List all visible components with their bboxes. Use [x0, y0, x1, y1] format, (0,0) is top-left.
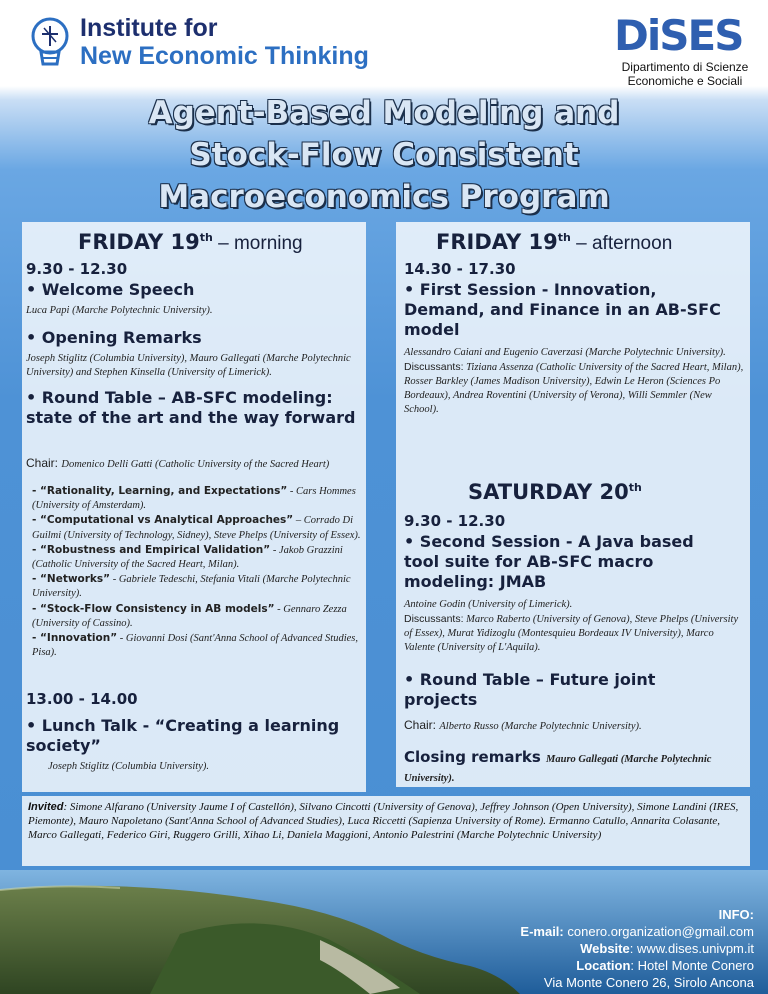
- location-label: Location: [576, 958, 631, 973]
- time-slot: 13.00 - 14.00: [26, 690, 138, 708]
- inet-name-line2: New Economic Thinking: [80, 42, 369, 70]
- presenters: Antoine Godin (University of Limerick).: [404, 599, 573, 610]
- topic-item: - “Networks” - Gabriele Tedeschi, Stefania Vitali (Marche Polytechnic University).: [32, 573, 351, 600]
- friday-afternoon-panel: [396, 222, 750, 787]
- topic-item: - “Robustness and Empirical Validation” - Jakob Grazzini (Catholic University of the Sacred Heart, Milan).: [32, 543, 343, 571]
- invited-text: [28, 800, 744, 842]
- discussants: Tiziana Assenza (Catholic University of the Sacred Heart, Milan), Rosser Barkley (James Madison University), Edwin Le Heron (Sciences Po Bordeaux), Andrea Roventini (University of Verona), Willi Semmler (New School).: [404, 362, 744, 415]
- closing-note: Mauro Gallegati (Marche Polytechnic University).: [404, 754, 712, 784]
- dises-logo: [612, 10, 752, 56]
- day-sup: th: [628, 481, 642, 494]
- day-label: FRIDAY 19: [78, 230, 200, 254]
- topic-list: [32, 484, 362, 660]
- time-slot: 9.30 - 12.30: [404, 512, 506, 530]
- day-label: SATURDAY 20: [468, 480, 629, 504]
- title-line1: Agent-Based Modeling and: [148, 95, 620, 131]
- session-round-table: • Round Table – AB-SFC modeling: state of the art and the way forward: [26, 388, 356, 427]
- day-label: FRIDAY 19: [436, 230, 558, 254]
- chair-line: [404, 718, 744, 734]
- email-link[interactable]: conero.organization@gmail.com: [567, 924, 754, 939]
- session-first: • First Session - Innovation, Demand, and Finance in an AB-SFC model: [404, 280, 721, 339]
- session-note: Joseph Stiglitz (Columbia University), Mauro Gallegati (Marche Polytechnic University) and Stephen Kinsella (University of Limerick).: [26, 353, 351, 378]
- saturday-heading: [468, 480, 642, 504]
- presenters: Alessandro Caiani and Eugenio Caverzasi (Marche Polytechnic University).: [404, 347, 726, 358]
- website-link[interactable]: : www.dises.univpm.it: [629, 941, 754, 956]
- friday-morning-heading: [78, 230, 303, 255]
- info-title: INFO:: [718, 907, 754, 922]
- title-line2: Stock-Flow Consistent: [189, 137, 579, 173]
- discussants-label: Discussants:: [404, 361, 464, 373]
- topic-item: - “Stock-Flow Consistency in AB models” - Gennaro Zezza (University of Cassino).: [32, 602, 347, 629]
- address: Via Monte Conero 26, Sirolo Ancona: [543, 975, 754, 990]
- inet-name-line1: Institute for: [80, 14, 218, 42]
- email-label: E-mail:: [520, 924, 564, 939]
- session-note: [404, 598, 744, 655]
- topic-item: - “Innovation” - Giovanni Dosi (Sant'Anna School of Advanced Studies, Pisa).: [32, 632, 359, 659]
- session-note: Joseph Stiglitz (Columbia University).: [48, 761, 209, 772]
- info-block: [520, 906, 754, 991]
- time-slot: 9.30 - 12.30: [26, 260, 128, 278]
- discussants-line: [404, 612, 744, 655]
- dises-subtitle-line1: Dipartimento di Scienze: [621, 60, 749, 74]
- friday-morning-panel: [22, 222, 366, 792]
- session-welcome: • Welcome Speech: [26, 280, 195, 299]
- chair-name: Domenico Delli Gatti (Catholic University of the Sacred Heart): [61, 459, 330, 470]
- discussants-line: [404, 360, 744, 417]
- discussants-label: Discussants:: [404, 613, 464, 625]
- day-sup: th: [199, 231, 213, 244]
- time-slot: 14.30 - 17.30: [404, 260, 516, 278]
- session-round-table-future: • Round Table – Future joint projects: [404, 670, 656, 709]
- session-note: [404, 346, 744, 417]
- day-suffix: – morning: [212, 233, 303, 254]
- closing-remarks: [404, 748, 744, 786]
- day-sup: th: [557, 231, 571, 244]
- location-value: : Hotel Monte Conero: [630, 958, 754, 973]
- topic-item: - “Rationality, Learning, and Expectations” - Cars Hommes (University of Amsterdam).: [32, 485, 356, 512]
- dises-subtitle: [614, 60, 756, 88]
- dises-subtitle-line2: Economiche e Sociali: [627, 74, 743, 88]
- invited-list: : Simone Alfarano (University Jaume I of Castellón), Silvano Cincotti (University of Genova), Jeffrey Johnson (Open University), Simone Landini (IRES, Piemonte), Mauro Napoletano (Sant'Anna School of Advanced Studies), Luca Riccetti (Sapienza University of Rome). Ermanno Catullo, Annarita Colasante, Marco Gallegati, Federico Giri, Ruggero Grilli, Xihao Li, Daniela Maggioni, Antonio Palestrini (Marche Polytechnic University): [28, 801, 739, 841]
- invited-box: [22, 796, 750, 866]
- invited-label: Invited: [28, 801, 64, 813]
- chair-label: Chair:: [26, 456, 59, 470]
- svg-text:DiSES: DiSES: [614, 11, 743, 56]
- chair-label: Chair:: [404, 718, 437, 732]
- session-second: • Second Session - A Java based tool suite for AB-SFC macro modeling: JMAB: [404, 532, 694, 591]
- session-note: Luca Papi (Marche Polytechnic University).: [26, 305, 213, 316]
- website-label: Website: [580, 941, 630, 956]
- friday-afternoon-heading: [436, 230, 672, 255]
- program-title: [60, 92, 708, 218]
- topic-item: - “Computational vs Analytical Approaches” – Corrado Di Guilmi (University of Technology, Sidney), Steve Phelps (University of Essex).: [32, 514, 361, 541]
- chair-name: Alberto Russo (Marche Polytechnic University).: [439, 721, 642, 732]
- session-opening: • Opening Remarks: [26, 328, 202, 347]
- closing-label: Closing remarks: [404, 748, 541, 766]
- day-suffix: – afternoon: [570, 233, 673, 254]
- title-line3: Macroeconomics Program: [158, 179, 610, 215]
- session-lunch-talk: • Lunch Talk - “Creating a learning society”: [26, 716, 340, 755]
- discussants: Marco Raberto (University of Genova), Steve Phelps (University of Essex), Murat Yidizoglu (Montesquieu Bordeaux IV University), Marco Valente (University of L'Aquila).: [404, 614, 739, 653]
